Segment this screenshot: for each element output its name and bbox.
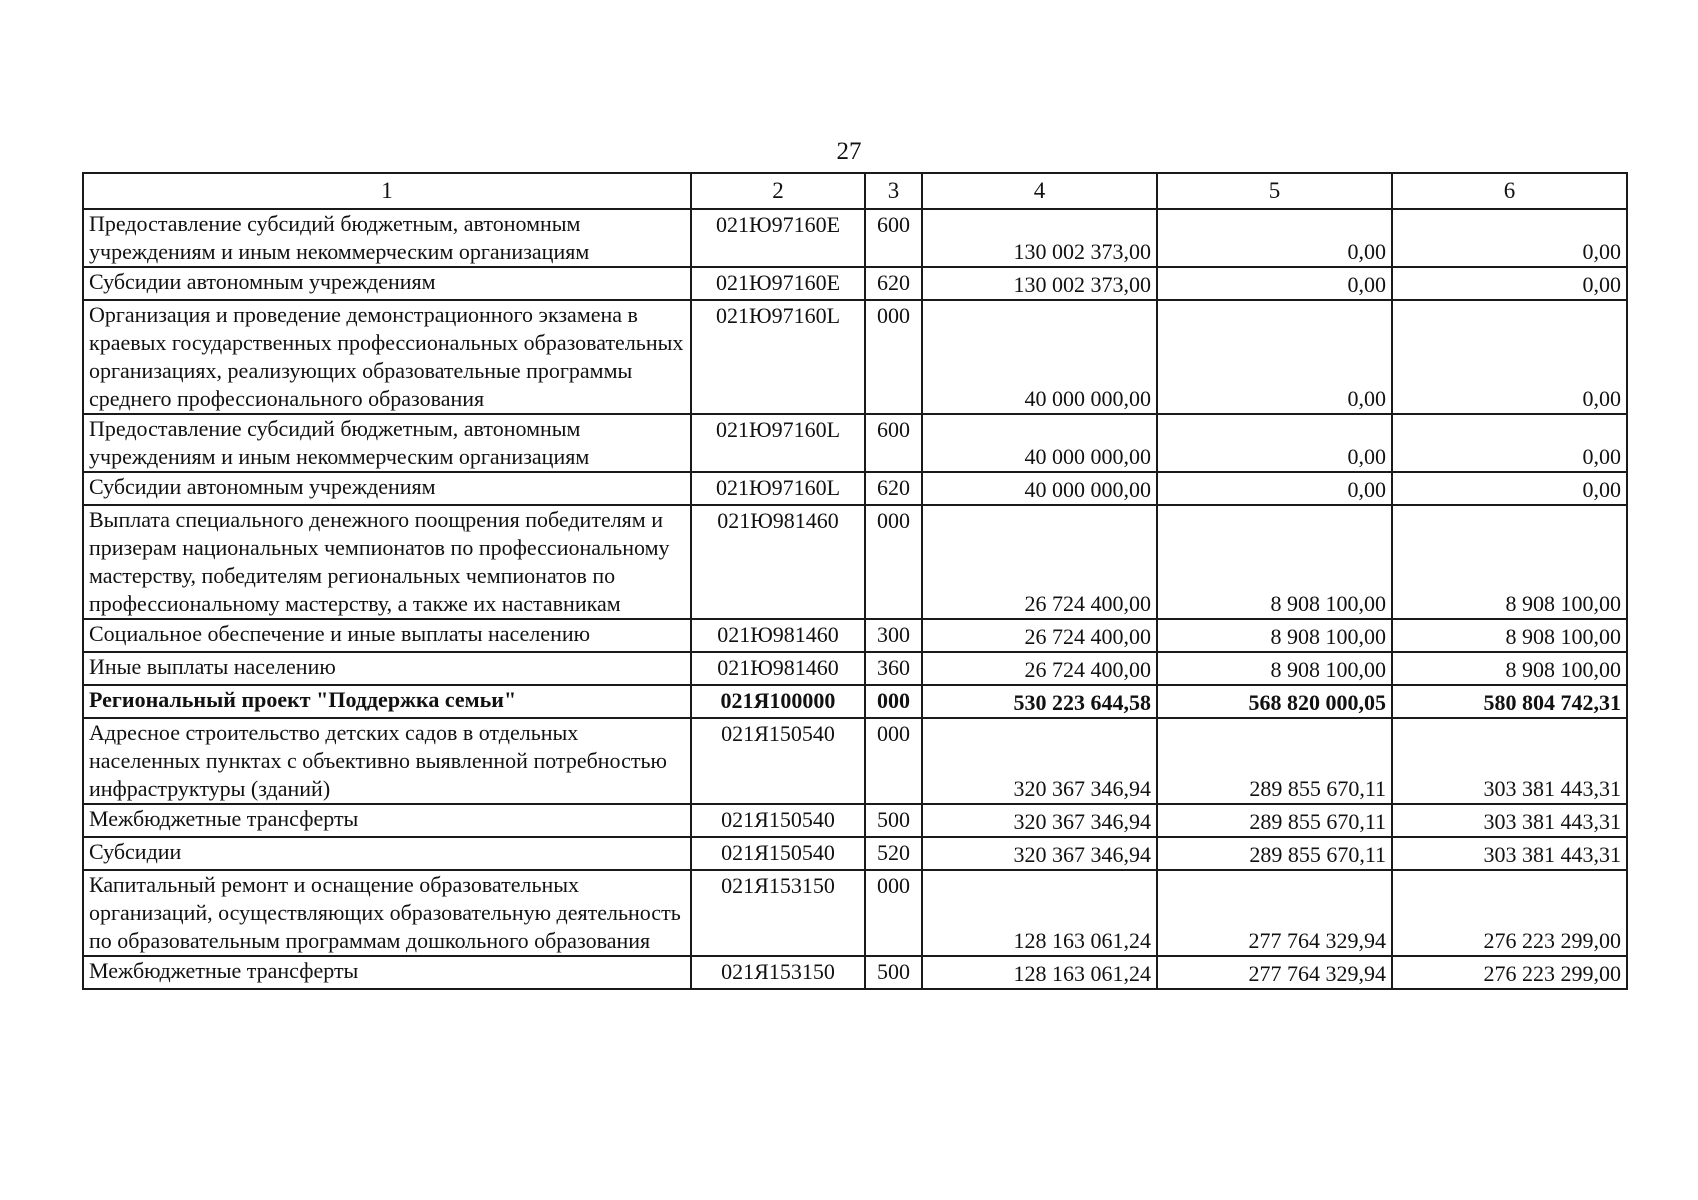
row-value-col4-cell: 40 000 000,00 <box>922 414 1157 472</box>
row-type-cell: 500 <box>865 804 922 837</box>
row-value-col5-cell: 0,00 <box>1157 209 1392 267</box>
row-code-cell: 021Ю97160L <box>691 414 865 472</box>
row-name-cell: Иные выплаты населению <box>83 652 691 685</box>
row-value-col6-cell: 303 381 443,31 <box>1392 718 1627 804</box>
row-name-cell: Субсидии автономным учреждениям <box>83 472 691 505</box>
row-value-col4-cell: 530 223 644,58 <box>922 685 1157 718</box>
column-header-2: 2 <box>691 173 865 209</box>
row-value-col4-cell: 320 367 346,94 <box>922 804 1157 837</box>
row-code-cell: 021Я150540 <box>691 718 865 804</box>
row-value-col6-cell: 276 223 299,00 <box>1392 870 1627 956</box>
row-value-col6-cell: 276 223 299,00 <box>1392 956 1627 989</box>
row-value-col5-cell: 568 820 000,05 <box>1157 685 1392 718</box>
row-value-col6-cell: 8 908 100,00 <box>1392 652 1627 685</box>
row-name-cell: Предоставление субсидий бюджетным, автономным учреждениям и иным некоммерческим организациям <box>83 414 691 472</box>
row-name-cell: Адресное строительство детских садов в отдельных населенных пунктах с объективно выявленной потребностью инфраструктуры (зданий) <box>83 718 691 804</box>
row-type-cell: 000 <box>865 300 922 414</box>
row-type-cell: 520 <box>865 837 922 870</box>
table-row <box>83 956 1627 989</box>
row-value-col5-cell: 289 855 670,11 <box>1157 718 1392 804</box>
table-row <box>83 718 1627 804</box>
row-code-cell: 021Я150540 <box>691 837 865 870</box>
table-row <box>83 652 1627 685</box>
row-code-cell: 021Ю97160L <box>691 472 865 505</box>
row-name-cell: Межбюджетные трансферты <box>83 956 691 989</box>
row-value-col4-cell: 40 000 000,00 <box>922 472 1157 505</box>
table-body <box>83 209 1627 989</box>
row-value-col5-cell: 8 908 100,00 <box>1157 619 1392 652</box>
row-name-cell: Предоставление субсидий бюджетным, автономным учреждениям и иным некоммерческим организациям <box>83 209 691 267</box>
row-name-cell: Субсидии автономным учреждениям <box>83 267 691 300</box>
row-name-cell: Социальное обеспечение и иные выплаты населению <box>83 619 691 652</box>
table-row <box>83 300 1627 414</box>
column-header-5: 5 <box>1157 173 1392 209</box>
row-value-col5-cell: 8 908 100,00 <box>1157 505 1392 619</box>
row-code-cell: 021Я153150 <box>691 870 865 956</box>
table-row <box>83 505 1627 619</box>
row-value-col5-cell: 277 764 329,94 <box>1157 956 1392 989</box>
row-type-cell: 620 <box>865 267 922 300</box>
table-row <box>83 870 1627 956</box>
row-type-cell: 000 <box>865 870 922 956</box>
row-value-col5-cell: 289 855 670,11 <box>1157 837 1392 870</box>
row-code-cell: 021Ю97160Е <box>691 267 865 300</box>
row-value-col6-cell: 8 908 100,00 <box>1392 619 1627 652</box>
row-code-cell: 021Ю981460 <box>691 652 865 685</box>
page-number: 27 <box>836 138 862 165</box>
table-header-row <box>83 173 1627 209</box>
column-header-3: 3 <box>865 173 922 209</box>
row-code-cell: 021Ю97160Е <box>691 209 865 267</box>
row-value-col5-cell: 0,00 <box>1157 414 1392 472</box>
row-type-cell: 000 <box>865 685 922 718</box>
row-value-col5-cell: 0,00 <box>1157 300 1392 414</box>
budget-table <box>82 172 1628 990</box>
table-row <box>83 267 1627 300</box>
row-code-cell: 021Я153150 <box>691 956 865 989</box>
row-name-cell: Региональный проект "Поддержка семьи" <box>83 685 691 718</box>
row-value-col4-cell: 320 367 346,94 <box>922 837 1157 870</box>
row-value-col4-cell: 130 002 373,00 <box>922 267 1157 300</box>
row-value-col6-cell: 303 381 443,31 <box>1392 837 1627 870</box>
row-value-col4-cell: 26 724 400,00 <box>922 652 1157 685</box>
row-code-cell: 021Ю981460 <box>691 505 865 619</box>
table-row <box>83 619 1627 652</box>
column-header-6: 6 <box>1392 173 1627 209</box>
row-name-cell: Субсидии <box>83 837 691 870</box>
row-name-cell: Организация и проведение демонстрационного экзамена в краевых государственных профессиональных образовательных организациях, реализующих образовательные программы среднего профессионального образования <box>83 300 691 414</box>
row-value-col4-cell: 26 724 400,00 <box>922 619 1157 652</box>
row-type-cell: 500 <box>865 956 922 989</box>
row-type-cell: 000 <box>865 718 922 804</box>
row-value-col6-cell: 303 381 443,31 <box>1392 804 1627 837</box>
row-value-col6-cell: 0,00 <box>1392 414 1627 472</box>
row-name-cell: Выплата специального денежного поощрения победителям и призерам национальных чемпионатов по профессиональному мастерству, победителям региональных чемпионатов по профессиональному мастерству, а также их наставникам <box>83 505 691 619</box>
row-type-cell: 000 <box>865 505 922 619</box>
row-value-col5-cell: 277 764 329,94 <box>1157 870 1392 956</box>
row-value-col6-cell: 0,00 <box>1392 300 1627 414</box>
row-value-col6-cell: 0,00 <box>1392 209 1627 267</box>
row-value-col5-cell: 0,00 <box>1157 267 1392 300</box>
row-value-col5-cell: 0,00 <box>1157 472 1392 505</box>
row-value-col5-cell: 289 855 670,11 <box>1157 804 1392 837</box>
table-row <box>83 472 1627 505</box>
table-row <box>83 804 1627 837</box>
row-value-col6-cell: 8 908 100,00 <box>1392 505 1627 619</box>
column-header-4: 4 <box>922 173 1157 209</box>
row-value-col6-cell: 580 804 742,31 <box>1392 685 1627 718</box>
row-value-col5-cell: 8 908 100,00 <box>1157 652 1392 685</box>
row-value-col6-cell: 0,00 <box>1392 267 1627 300</box>
row-type-cell: 300 <box>865 619 922 652</box>
row-value-col4-cell: 40 000 000,00 <box>922 300 1157 414</box>
row-value-col4-cell: 320 367 346,94 <box>922 718 1157 804</box>
row-type-cell: 360 <box>865 652 922 685</box>
column-header-1: 1 <box>83 173 691 209</box>
row-type-cell: 600 <box>865 414 922 472</box>
table-row <box>83 837 1627 870</box>
row-value-col4-cell: 128 163 061,24 <box>922 870 1157 956</box>
row-value-col6-cell: 0,00 <box>1392 472 1627 505</box>
row-code-cell: 021Ю97160L <box>691 300 865 414</box>
row-name-cell: Капитальный ремонт и оснащение образовательных организаций, осуществляющих образовательную деятельность по образовательным программам дошкольного образования <box>83 870 691 956</box>
row-code-cell: 021Я100000 <box>691 685 865 718</box>
table-row <box>83 414 1627 472</box>
row-value-col4-cell: 130 002 373,00 <box>922 209 1157 267</box>
row-name-cell: Межбюджетные трансферты <box>83 804 691 837</box>
table-row <box>83 209 1627 267</box>
row-type-cell: 600 <box>865 209 922 267</box>
row-code-cell: 021Ю981460 <box>691 619 865 652</box>
table-row <box>83 685 1627 718</box>
row-value-col4-cell: 26 724 400,00 <box>922 505 1157 619</box>
row-value-col4-cell: 128 163 061,24 <box>922 956 1157 989</box>
row-code-cell: 021Я150540 <box>691 804 865 837</box>
row-type-cell: 620 <box>865 472 922 505</box>
